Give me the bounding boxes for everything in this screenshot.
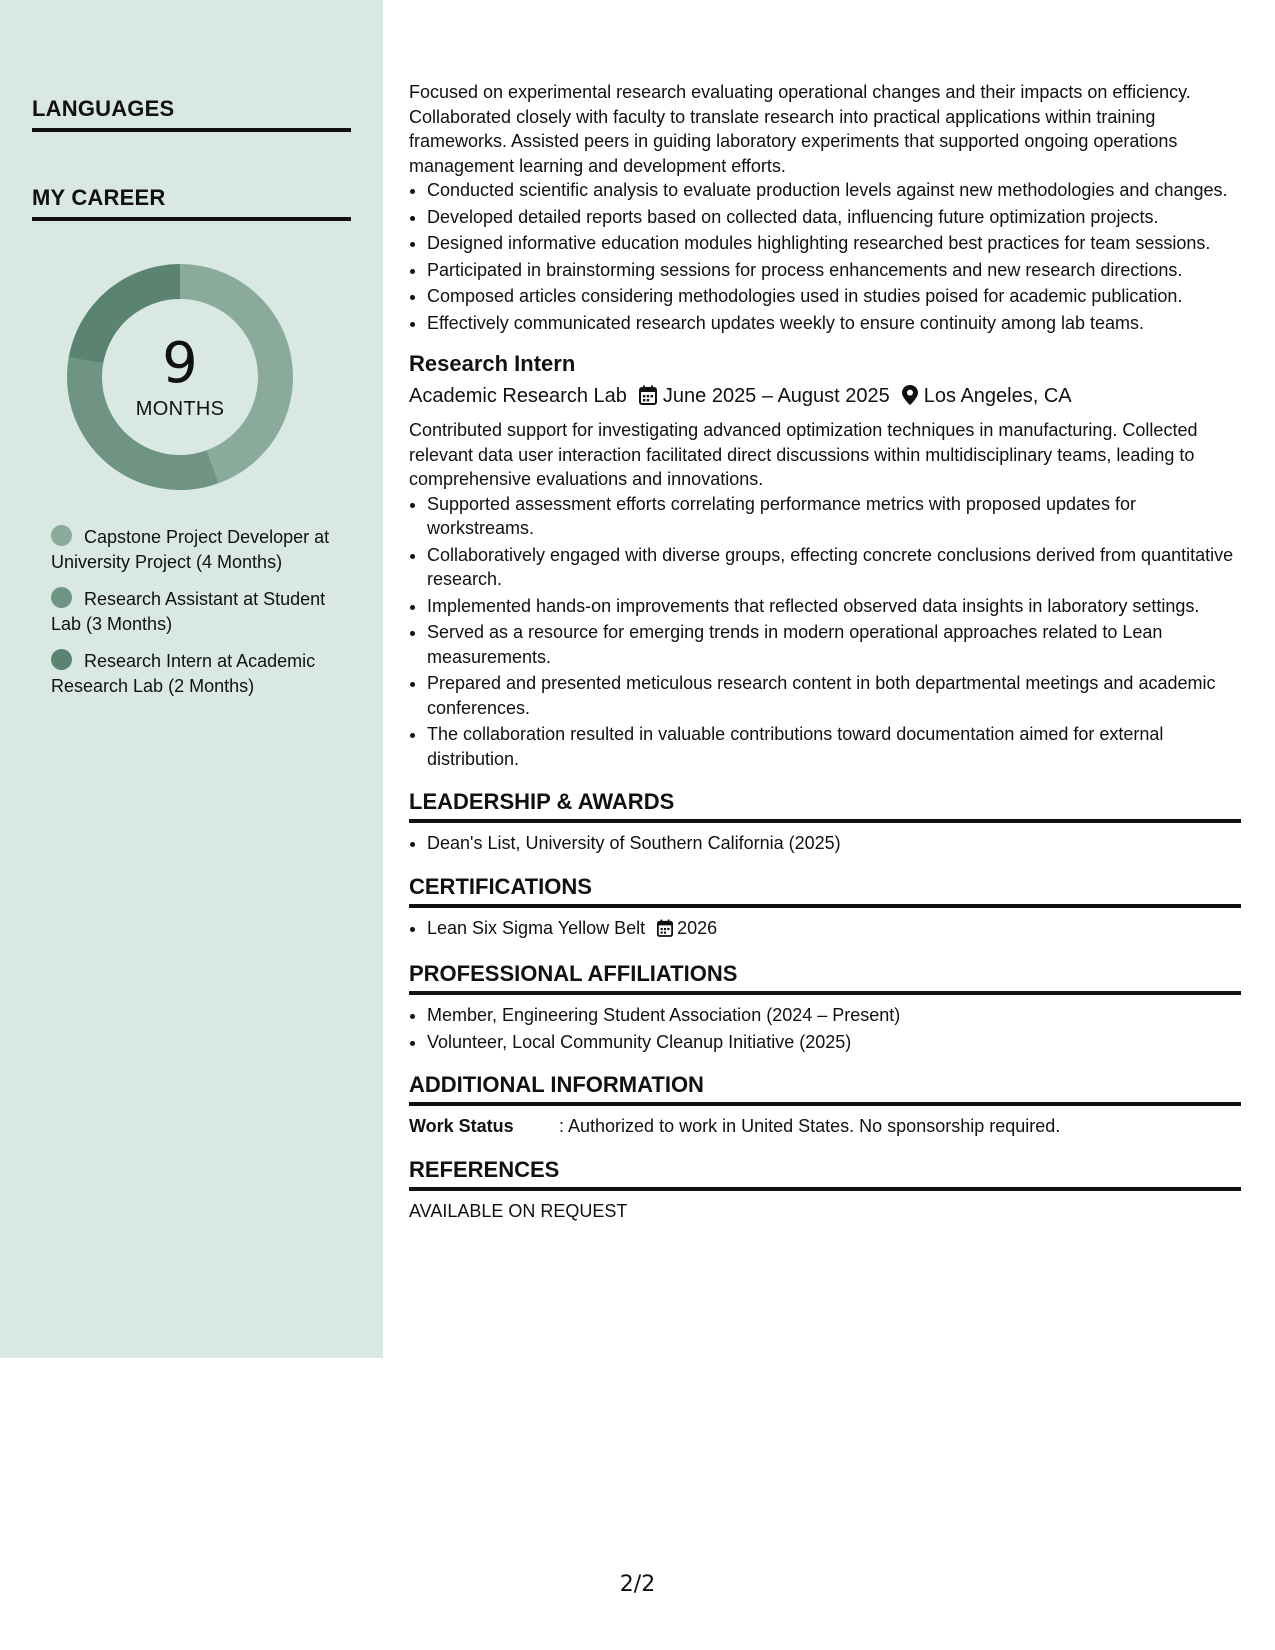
bullet-item: • Served as a resource for emerging trends in modern operational approaches related to Lean measurements.: [427, 620, 1241, 669]
bullet-item: • Conducted scientific analysis to evaluate production levels against new methodologies and changes.: [427, 178, 1241, 203]
calendar-icon: [639, 384, 657, 414]
location-pin-icon: [902, 384, 918, 414]
affiliation-item: • Member, Engineering Student Association (2024 – Present): [427, 1003, 1241, 1028]
affiliations-heading: PROFESSIONAL AFFILIATIONS: [409, 959, 1241, 995]
career-donut-chart: [67, 264, 293, 490]
career-legend: [51, 525, 341, 711]
career-legend-item: [51, 525, 341, 575]
bullet-item: • Composed articles considering methodologies used in studies poised for academic publication.: [427, 284, 1241, 309]
references-heading: REFERENCES: [409, 1155, 1241, 1191]
affiliation-item: • Volunteer, Local Community Cleanup Initiative (2025): [427, 1030, 1241, 1055]
additional-info-heading: ADDITIONAL INFORMATION: [409, 1070, 1241, 1106]
career-legend-label: Capstone Project Developer at University Project (4 Months): [51, 527, 330, 572]
bullet-item: • Participated in brainstorming sessions for process enhancements and new research directions.: [427, 258, 1241, 283]
career-legend-label: Research Intern at Academic Research Lab (2 Months): [51, 651, 316, 696]
main-content: [409, 80, 1241, 1223]
certifications-list: [409, 916, 1241, 944]
legend-dot-icon: [51, 525, 72, 546]
languages-heading: LANGUAGES: [32, 96, 351, 132]
sidebar: [0, 0, 383, 1358]
affiliations-list: [409, 1003, 1241, 1054]
bullet-item: • Prepared and presented meticulous research content in both departmental meetings and academic conferences.: [427, 671, 1241, 720]
work-status-value: : Authorized to work in United States. No sponsorship required.: [559, 1116, 1061, 1136]
bullet-item: • Supported assessment efforts correlating performance metrics with proposed updates for workstreams.: [427, 492, 1241, 541]
career-total-months: 9: [162, 331, 198, 396]
leadership-item: • Dean's List, University of Southern California (2025): [427, 831, 1241, 856]
bullet-item: • Collaboratively engaged with diverse groups, effecting concrete conclusions derived from quantitative research.: [427, 543, 1241, 592]
experience-bullets: [409, 178, 1241, 335]
leadership-list: [409, 831, 1241, 856]
experience-intro: Focused on experimental research evaluating operational changes and their impacts on efficiency. Collaborated closely with faculty to translate research into practical applications within training frameworks. Assisted peers in guiding laboratory experiments that supported ongoing operations management learning and development efforts.: [409, 82, 1191, 176]
career-total-unit: MONTHS: [135, 398, 225, 420]
certification-year: 2026: [677, 917, 718, 938]
certifications-heading: CERTIFICATIONS: [409, 872, 1241, 908]
job-company: Academic Research Lab: [409, 385, 627, 407]
bullet-item: • Implemented hands-on improvements that reflected observed data insights in laboratory settings.: [427, 594, 1241, 619]
career-legend-item: [51, 587, 341, 637]
bullet-item: • Designed informative education modules highlighting researched best practices for team sessions.: [427, 231, 1241, 256]
career-legend-label: Research Assistant at Student Lab (3 Months): [51, 589, 326, 634]
bullet-item: • The collaboration resulted in valuable contributions toward documentation aimed for external distribution.: [427, 722, 1241, 771]
job-title: Research Intern: [409, 351, 576, 376]
bullet-item: • Effectively communicated research updates weekly to ensure continuity among lab teams.: [427, 311, 1241, 336]
career-heading: MY CAREER: [32, 185, 351, 221]
job-bullets: [409, 492, 1241, 772]
job-location: Los Angeles, CA: [923, 385, 1072, 407]
leadership-heading: LEADERSHIP & AWARDS: [409, 787, 1241, 823]
references-text: AVAILABLE ON REQUEST: [409, 1200, 628, 1221]
bullet-item: • Developed detailed reports based on collected data, influencing future optimization projects.: [427, 205, 1241, 230]
career-legend-item: [51, 649, 341, 699]
job-meta: [409, 381, 1241, 414]
page-number: 2/2: [619, 1572, 656, 1597]
calendar-icon: [657, 919, 673, 944]
certification-name: Lean Six Sigma Yellow Belt: [427, 917, 646, 938]
work-status-label: Work Status: [409, 1116, 514, 1136]
work-status-row: [409, 1114, 1241, 1139]
legend-dot-icon: [51, 649, 72, 670]
certification-item: [427, 916, 1241, 944]
job-summary: Contributed support for investigating advanced optimization techniques in manufacturing. Collected relevant data user interaction facilitated direct discussions within multidisciplinary teams, leading to comprehensive evaluations and innovations.: [409, 420, 1198, 489]
legend-dot-icon: [51, 587, 72, 608]
job-dates: June 2025 – August 2025: [662, 385, 890, 407]
